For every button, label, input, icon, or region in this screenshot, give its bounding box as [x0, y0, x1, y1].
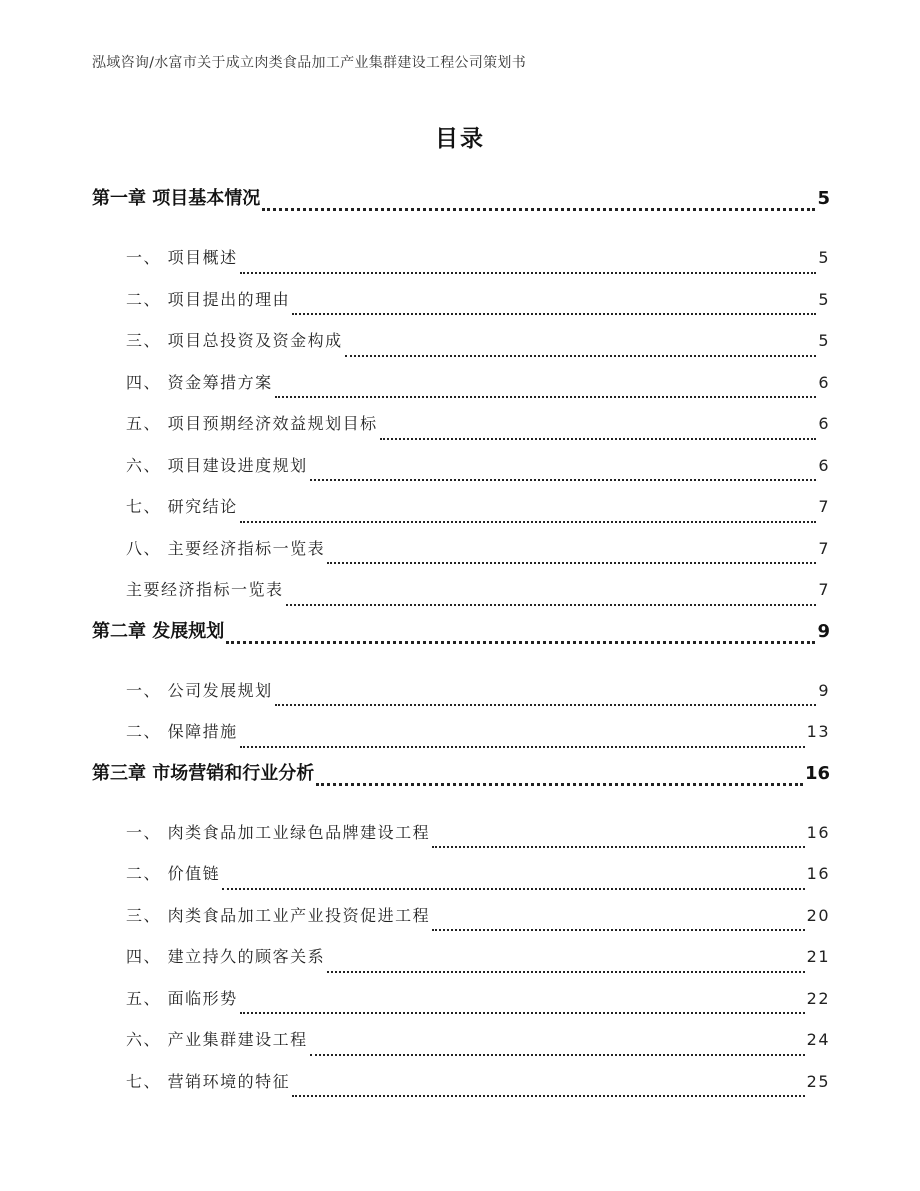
toc-leader	[292, 313, 816, 315]
toc-label: 四、 资金筹措方案	[126, 372, 273, 392]
toc-label: 六、 项目建设进度规划	[126, 455, 308, 475]
toc-entry[interactable]	[92, 812, 830, 854]
toc-entry[interactable]	[92, 978, 830, 1020]
toc-label: 五、 项目预期经济效益规划目标	[126, 414, 378, 433]
toc-entry[interactable]	[92, 486, 830, 528]
toc-leader	[327, 971, 805, 973]
toc-page: 6	[818, 372, 830, 392]
toc-page: 5	[818, 331, 830, 350]
toc-label: 七、 研究结论	[126, 497, 238, 516]
toc-page: 22	[806, 988, 830, 1008]
toc-entry[interactable]	[92, 711, 830, 753]
toc-page: 16	[806, 864, 830, 883]
toc-label: 第一章 项目基本情况	[92, 188, 261, 209]
toc-leader	[222, 888, 805, 890]
toc-page: 16	[806, 822, 830, 842]
running-header: 泓域咨询/水富市关于成立肉类食品加工产业集群建设工程公司策划书	[92, 55, 527, 71]
toc-leader	[240, 746, 805, 748]
toc-page: 6	[818, 414, 830, 433]
toc-page: 21	[806, 947, 830, 966]
toc-entry[interactable]	[92, 362, 830, 404]
toc-page: 13	[806, 722, 830, 741]
toc-page: 20	[806, 905, 830, 925]
toc-leader	[240, 1012, 805, 1014]
toc-entry[interactable]	[92, 670, 830, 712]
toc-label: 七、 营销环境的特征	[126, 1071, 291, 1091]
toc-entry[interactable]	[92, 320, 830, 362]
toc-label: 五、 面临形势	[126, 988, 238, 1008]
toc-page: 5	[818, 248, 830, 267]
page-title: 目录	[435, 126, 485, 152]
toc-page: 7	[818, 580, 830, 599]
toc-entry[interactable]	[92, 853, 830, 895]
toc-label: 三、 肉类食品加工业产业投资促进工程	[126, 905, 431, 925]
toc-leader	[310, 479, 817, 481]
toc-label: 主要经济指标一览表	[126, 580, 284, 599]
toc-label: 六、 产业集群建设工程	[126, 1030, 308, 1049]
toc-leader	[226, 641, 815, 644]
toc-page: 16	[804, 762, 830, 784]
toc-leader	[240, 272, 817, 274]
toc-label: 一、 项目概述	[126, 248, 238, 267]
toc-label: 第三章 市场营销和行业分析	[92, 762, 315, 784]
toc-label: 八、 主要经济指标一览表	[126, 538, 326, 558]
spacer	[92, 219, 830, 237]
toc-page: 9	[817, 620, 830, 642]
toc-leader	[275, 704, 817, 706]
toc-entry[interactable]	[92, 1061, 830, 1103]
toc-leader	[432, 846, 805, 848]
toc-page: 24	[806, 1030, 830, 1049]
toc-label: 一、 肉类食品加工业绿色品牌建设工程	[126, 822, 431, 842]
toc-page: 7	[818, 497, 830, 516]
toc-leader	[380, 438, 817, 440]
toc-label: 三、 项目总投资及资金构成	[126, 331, 343, 350]
toc-leader	[316, 783, 803, 786]
toc-entry[interactable]	[92, 237, 830, 279]
toc-chapter-2[interactable]	[92, 611, 830, 652]
toc-chapter-1[interactable]	[92, 178, 830, 219]
toc-leader	[432, 929, 805, 931]
toc-leader	[240, 521, 817, 523]
toc-entry[interactable]	[92, 403, 830, 445]
toc-entry[interactable]	[92, 445, 830, 487]
toc-entry[interactable]	[92, 569, 830, 611]
toc-leader	[327, 562, 816, 564]
toc-label: 二、 价值链	[126, 864, 221, 883]
toc-entry[interactable]	[92, 279, 830, 321]
toc-label: 二、 项目提出的理由	[126, 289, 291, 309]
toc-page: 5	[818, 289, 830, 309]
toc-label: 第二章 发展规划	[92, 620, 225, 642]
spacer	[92, 652, 830, 670]
toc-leader	[286, 604, 817, 606]
toc-label: 四、 建立持久的顾客关系	[126, 947, 326, 966]
toc-page: 9	[818, 680, 830, 700]
toc-page: 25	[806, 1071, 830, 1091]
toc-entry[interactable]	[92, 936, 830, 978]
toc-entry[interactable]	[92, 528, 830, 570]
toc-chapter-3[interactable]	[92, 753, 830, 794]
toc-page: 5	[817, 188, 830, 209]
toc-entry[interactable]	[92, 1019, 830, 1061]
toc-page: 6	[818, 455, 830, 475]
toc-label: 一、 公司发展规划	[126, 680, 273, 700]
spacer	[92, 794, 830, 812]
toc-leader	[345, 355, 817, 357]
toc-page: 7	[818, 538, 830, 558]
table-of-contents	[92, 178, 830, 1102]
toc-entry[interactable]	[92, 895, 830, 937]
toc-label: 二、 保障措施	[126, 722, 238, 741]
toc-leader	[292, 1095, 805, 1097]
toc-leader	[262, 208, 815, 211]
toc-leader	[275, 396, 817, 398]
toc-leader	[310, 1054, 805, 1056]
